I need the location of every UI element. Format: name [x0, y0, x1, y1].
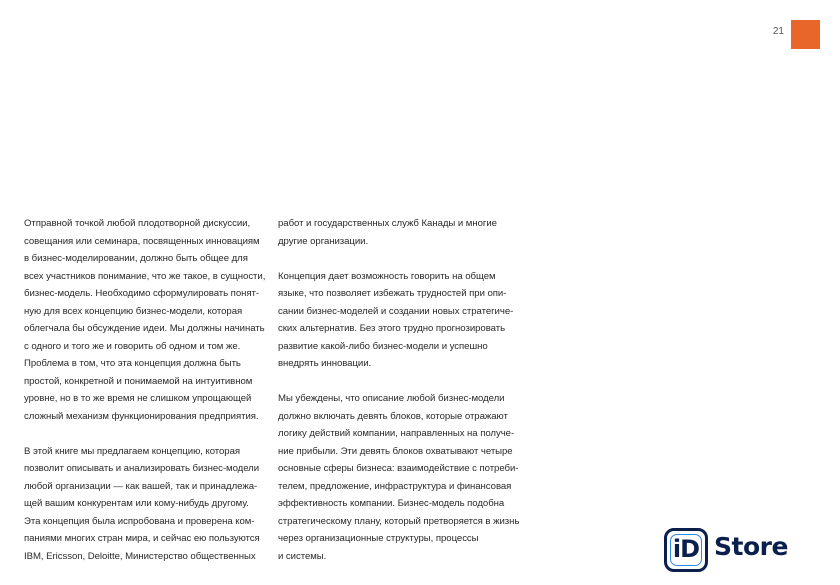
right-paragraph-3 [278, 390, 523, 565]
text-line: простой, конкретной и понимаемой на интуитивном [24, 375, 253, 387]
text-line: Отправной точкой любой плодотворной дискуссии, [24, 218, 251, 229]
logo-store-text: Store [714, 532, 788, 561]
text-line: должно включать девять блоков, которые отражают [278, 410, 508, 422]
right-paragraph-2 [278, 268, 523, 373]
page-number: 21 [772, 26, 784, 37]
text-line: основные сферы бизнеса: взаимодействие с потреби- [278, 463, 519, 474]
text-line: паниями многих стран мира, и сейчас ею пользуются [24, 533, 260, 544]
paragraph-gap [278, 373, 523, 391]
text-line: другие организации. [278, 235, 369, 247]
text-line: щей вашим конкурентам или кому-нибудь другому. [24, 498, 249, 509]
text-line: Концепция дает возможность говорить на общем [278, 270, 496, 282]
idstore-logo[interactable] [664, 528, 824, 576]
text-line: бизнес-модель. Необходимо сформулировать понят- [24, 288, 259, 299]
right-paragraph-1 [278, 215, 523, 250]
paragraph-gap [24, 425, 264, 443]
text-line: совещания или семинара, посвященных инновациям [24, 235, 260, 247]
text-line: облегчала бы обсуждение идеи. Мы должны начинать [24, 323, 265, 334]
paragraph-gap [278, 250, 523, 268]
corner-accent-tab [791, 20, 820, 49]
text-line: любой организации — как вашей, так и принадлежа- [24, 480, 258, 492]
text-line: IBM, Ericsson, Deloitte, Министерство общественных [24, 550, 256, 562]
text-line: развитие какой-либо бизнес-модели и успешно [278, 340, 488, 352]
left-paragraph-2 [24, 443, 264, 566]
text-line: Эта концепция была испробована и проверена ком- [24, 515, 255, 527]
text-line: в бизнес-моделировании, должно быть общее для [24, 253, 248, 264]
right-text-column [278, 215, 523, 565]
text-line: логику действий компании, направленных на получе- [278, 428, 515, 439]
left-text-column [24, 215, 264, 565]
text-line: и системы. [278, 550, 327, 562]
text-line: В этой книге мы предлагаем концепцию, которая [24, 445, 241, 457]
text-line: ских альтернатив. Без этого трудно прогнозировать [278, 323, 506, 334]
text-line: через организационные структуры, процессы [278, 533, 479, 544]
logo-badge-text: iD [672, 535, 700, 563]
text-line: ние прибыли. Эти девять блоков охватывают четыре [278, 445, 513, 457]
text-line: уровне, но в то же время не слишком упрощающей [24, 393, 252, 404]
text-line: ную для всех концепцию бизнес-модели, которая [24, 305, 243, 317]
text-line: работ и государственных служб Канады и многие [278, 218, 497, 229]
text-line: сании бизнес-моделей и создании новых стратегиче- [278, 305, 514, 317]
text-line: стратегическому плану, который претворяется в жизнь [278, 515, 520, 527]
text-line: сложный механизм функционирования предприятия. [24, 410, 259, 422]
text-line: Мы убеждены, что описание любой бизнес-модели [278, 393, 505, 404]
text-line: эффективность компании. Бизнес-модель подобна [278, 498, 505, 509]
text-line: телем, предложение, инфраструктура и финансовая [278, 480, 512, 492]
logo-badge-icon [664, 528, 708, 572]
text-line: с одного и того же и говорить об одном и том же. [24, 340, 241, 352]
text-line: позволит описывать и анализировать бизнес-модели [24, 463, 260, 474]
text-line: внедрять инновации. [278, 358, 372, 369]
text-line: Проблема в том, что эта концепция должна быть [24, 358, 241, 369]
left-paragraph-1 [24, 215, 264, 425]
text-line: всех участников понимание, что же такое, в сущности, [24, 270, 266, 282]
text-line: языке, что позволяет избежать трудностей при опи- [278, 288, 507, 299]
